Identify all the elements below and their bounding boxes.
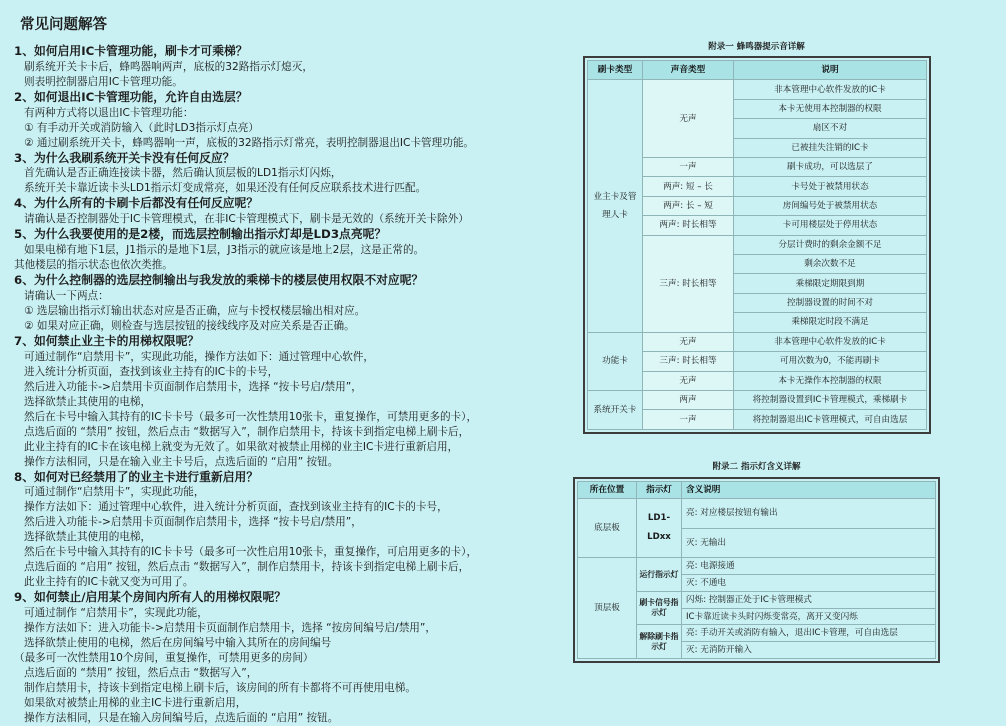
sound-type-cell: 三声: 时长相等: [643, 235, 734, 332]
faq-answer-line: ② 通过刷系统开关卡，蜂鸣器响一声，底板的32路指示灯常亮，表明控制器退出IC卡管理功能。: [24, 136, 475, 149]
faq-question: 9、如何禁止/启用某个房间内所有人的用梯权限呢？: [14, 590, 287, 605]
faq-answer-line: 点选后面的 “启用” 按钮，然后点击 “数据写入”，制作启禁用卡，持该卡到指定电梯上刷卡后，: [24, 561, 470, 574]
description-cell: 本卡无使用本控制器的权限: [734, 99, 927, 118]
faq-answer-line: 操作方法如下：进入功能卡->启禁用卡页面制作启禁用卡，选择 “按房间编号启/禁用”，: [24, 622, 436, 635]
location-cell: 底层板: [578, 498, 637, 558]
meaning-cell: 亮: 电源接通: [682, 558, 936, 575]
description-cell: 本卡无操作本控制器的权限: [734, 371, 927, 390]
description-cell: 将控制器退出IC卡管理模式，可自由选层: [734, 410, 927, 430]
meaning-cell: 灭: 无消防开输入: [682, 642, 936, 659]
description-cell: 房间编号处于被禁用状态: [734, 196, 927, 215]
table-header-row: [578, 482, 936, 499]
description-cell: 乘梯限定期限到期: [734, 274, 927, 293]
description-cell: 刷卡成功，可以选层了: [734, 158, 927, 177]
column-header: 含义说明: [682, 482, 936, 499]
faq-answer-line: 然后在卡号中输入其持有的IC卡卡号（最多可一次性禁用10张卡，重复操作，可禁用更多的卡），: [24, 410, 478, 423]
description-cell: 非本管理中心软件发放的IC卡: [734, 80, 927, 99]
sound-type-cell: 无声: [643, 371, 734, 390]
sound-type-cell: 三声: 时长相等: [643, 352, 734, 371]
light-cell: LD1-LDxx: [637, 498, 682, 558]
description-cell: 已被挂失注销的IC卡: [734, 138, 927, 157]
sound-type-cell: 无声: [643, 332, 734, 351]
faq-question: 4、为什么所有的卡刷卡后都没有任何反应呢？: [14, 196, 259, 211]
faq-answer-line: 可通过制作“启禁用卡”，实现此功能，: [24, 486, 205, 499]
column-header: 所在位置: [578, 482, 637, 499]
light-cell: 刷卡信号指示灯: [637, 591, 682, 625]
faq-answer-line: （最多可一次性禁用10个房间，重复操作，可禁用更多的房间）: [14, 652, 314, 665]
description-cell: 剩余次数不足: [734, 255, 927, 274]
faq-question: 2、如何退出IC卡管理功能，允许自由选层？: [14, 89, 248, 104]
faq-answer-line: 有两种方式将以退出IC卡管理功能：: [24, 106, 194, 119]
table-row: [578, 498, 936, 528]
faq-answer-line: 可通过制作 “启禁用卡”，实现此功能，: [24, 607, 208, 620]
faq-answer-line: 选择欲禁止其使用的电梯，: [24, 531, 152, 544]
sound-type-cell: 无声: [643, 80, 734, 158]
indicator-table-frame: [573, 477, 940, 663]
faq-answer-line: 选择欲禁止其使用的电梯，: [24, 395, 152, 408]
faq-answer-line: 系统开关卡靠近读卡头LD1指示灯变成常亮，如果还没有任何反应联系技术进行匹配。: [24, 182, 427, 195]
sound-type-cell: 两声: 时长相等: [643, 216, 734, 235]
sound-type-cell: 两声: 短 – 长: [643, 177, 734, 196]
meaning-cell: 灭: 无输出: [682, 528, 936, 558]
faq-answer-line: 此业主持有的IC卡在该电梯上就变为无效了。如果欲对被禁止用梯的业主IC卡进行重新启用，: [24, 440, 459, 453]
faq-answer-line: 操作方法如下：通过管理中心软件，进入统计分析页面，查找到该业主持有的IC卡的卡号，: [24, 501, 448, 514]
faq-answer-line: 点选后面的 “禁用” 按钮，然后点击 “数据写入”，: [24, 667, 258, 680]
faq-answer-line: 然后进入功能卡->启禁用卡页面制作启禁用卡，选择 “按卡号启/禁用”，: [24, 516, 362, 529]
faq-answer-line: 请确认是否控制器处于IC卡管理模式，在非IC卡管理模式下，刷卡是无效的（系统开关卡除外）: [24, 213, 469, 226]
meaning-cell: 亮: 手动开关或消防有输入，退出IC卡管理，可自由选层: [682, 625, 936, 642]
description-cell: 控制器设置的时间不对: [734, 293, 927, 312]
faq-answer-line: 点选后面的 “禁用” 按钮，然后点击 “数据写入”，制作启禁用卡，持该卡到指定电梯上刷卡后，: [24, 425, 470, 438]
sound-type-cell: 两声: 长 – 短: [643, 196, 734, 215]
card-type-cell: 业主卡及管理人卡: [588, 80, 643, 332]
description-cell: 卡号处于被禁用状态: [734, 177, 927, 196]
faq-answer-line: 此业主持有的IC卡就又变为可用了。: [24, 576, 194, 589]
faq-answer-line: 则表明控制器启用IC卡管理功能。: [24, 75, 183, 88]
meaning-cell: 亮: 对应楼层按钮有输出: [682, 498, 936, 528]
table-row: [588, 390, 927, 409]
table-row: [588, 80, 927, 99]
faq-answer-line: 然后在卡号中输入其持有的IC卡卡号（最多可一次性启用10张卡，重复操作，可启用更多的卡），: [24, 546, 478, 559]
description-cell: 非本管理中心软件发放的IC卡: [734, 332, 927, 351]
indicator-table: [577, 481, 936, 659]
faq-answer-line: 进入统计分析页面，查找到该业主持有的IC卡的卡号，: [24, 365, 279, 378]
faq-answer-line: 操作方法相同，只是在输入房间编号后，点选后面的 “启用” 按钮。: [24, 712, 339, 725]
faq-answer-line: 可通过制作“启禁用卡”，实现此功能，操作方法如下：通过管理中心软件，: [24, 350, 374, 363]
faq-answer-line: 操作方法相同，只是在输入业主卡号后，点选后面的 “启用” 按钮。: [24, 455, 339, 468]
faq-question: 5、为什么我要使用的是2楼，而选层控制输出指示灯却是LD3点亮呢？: [14, 227, 387, 242]
column-header: 刷卡类型: [588, 61, 643, 80]
description-cell: 乘梯限定时段不满足: [734, 313, 927, 332]
faq-answer-line: 刷系统开关卡卡后，蜂鸣器响两声，底板的32路指示灯熄灭，: [24, 60, 313, 73]
column-header: 指示灯: [637, 482, 682, 499]
light-cell: 运行指示灯: [637, 558, 682, 592]
description-cell: 可用次数为0，不能再刷卡: [734, 352, 927, 371]
light-cell: 解除刷卡指示灯: [637, 625, 682, 659]
faq-answer-line: 然后进入功能卡->启禁用卡页面制作启禁用卡，选择 “按卡号启/禁用”，: [24, 380, 362, 393]
faq-answer-line: 首先确认是否正确连接读卡器，然后确认顶层板的LD1指示灯闪烁，: [24, 167, 342, 180]
card-type-cell: 系统开关卡: [588, 390, 643, 429]
buzzer-table: [587, 60, 927, 430]
table-header-row: [588, 61, 927, 80]
page-title: 常见问题解答: [20, 17, 107, 33]
sound-type-cell: 两声: [643, 390, 734, 409]
faq-answer-line: 如果欲对被禁止用梯的业主IC卡进行重新启用，: [24, 697, 247, 710]
column-header: 说明: [734, 61, 927, 80]
faq-answer-line: 制作启禁用卡，持该卡到指定电梯上刷卡后，该房间的所有卡都将不可再使用电梯。: [24, 682, 416, 695]
sound-type-cell: 一声: [643, 410, 734, 430]
faq-question: 3、为什么我刷系统开关卡没有任何反应？: [14, 150, 235, 165]
meaning-cell: 灭: 不通电: [682, 575, 936, 592]
buzzer-table-frame: [583, 56, 931, 434]
card-type-cell: 功能卡: [588, 332, 643, 390]
faq-question: 8、如何对已经禁用了的业主卡进行重新启用？: [14, 469, 259, 484]
table-row: [588, 332, 927, 351]
appendix1-title: 附录一 蜂鸣器提示音详解: [708, 42, 805, 52]
description-cell: 分层计费时的剩余金额不足: [734, 235, 927, 254]
faq-answer-line: ① 选层输出指示灯输出状态对应是否正确，应与卡授权楼层输出相对应。: [24, 304, 366, 317]
table-row: [578, 558, 936, 575]
faq-answer-line: 请确认一下两点：: [24, 289, 109, 302]
description-cell: 卡可用楼层处于停用状态: [734, 216, 927, 235]
faq-answer-line: ② 如果对应正确，则检查与选层按钮的接线线序及对应关系是否正确。: [24, 319, 355, 332]
faq-section: [14, 44, 559, 726]
faq-answer-line: 选择欲禁止使用的电梯，然后在房间编号中输入其所在的房间编号: [24, 637, 332, 650]
faq-question: 7、如何禁止业主卡的用梯权限呢？: [14, 333, 200, 348]
faq-answer-line: 如果电梯有地下1层，J1指示的是地下1层，J3指示的就应该是地上2层，这是正常的。: [24, 243, 425, 256]
column-header: 声音类型: [643, 61, 734, 80]
location-cell: 顶层板: [578, 558, 637, 659]
description-cell: 将控制器设置到IC卡管理模式，乘梯刷卡: [734, 390, 927, 409]
faq-answer-line: 其他楼层的指示状态也依次类推。: [14, 258, 173, 271]
description-cell: 扇区不对: [734, 119, 927, 138]
faq-question: 6、为什么控制器的选层控制输出与我发放的乘梯卡的楼层使用权限不对应呢？: [14, 272, 424, 287]
meaning-cell: 闪烁: 控制器正处于IC卡管理模式: [682, 591, 936, 608]
faq-question: 1、如何启用IC卡管理功能，刷卡才可乘梯？: [14, 44, 248, 58]
meaning-cell: IC卡靠近读卡头时闪烁变常亮，离开又变闪烁: [682, 608, 936, 625]
faq-answer-line: ① 有手动开关或消防输入（此时LD3指示灯点亮）: [24, 121, 259, 134]
appendix2-title: 附录二 指示灯含义详解: [712, 462, 801, 472]
sound-type-cell: 一声: [643, 158, 734, 177]
